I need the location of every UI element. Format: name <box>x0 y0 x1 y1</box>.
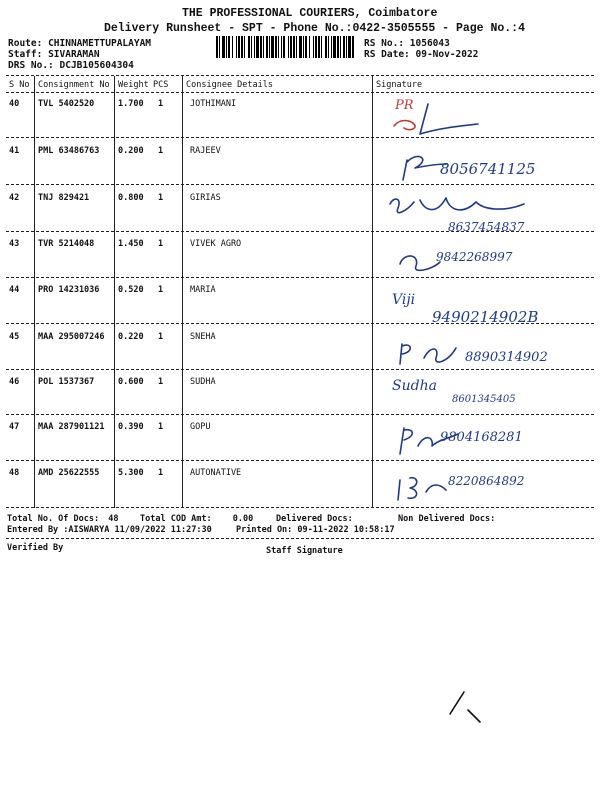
handwritten-phone: 8637454837 <box>448 220 525 234</box>
drs-value: DCJB105604304 <box>59 60 134 71</box>
table-top-rule <box>6 75 594 76</box>
row-consignee: GOPU <box>190 422 211 432</box>
rs-date-line <box>364 49 478 60</box>
row-weight: 0.200 <box>118 146 144 156</box>
total-docs-label: Total No. Of Docs: <box>7 514 100 524</box>
header-rule <box>6 92 594 93</box>
row-sno: 48 <box>9 468 20 478</box>
row-consignee: MARIA <box>190 285 216 295</box>
row-pcs: 1 <box>158 146 164 156</box>
col-header-weight: Weight <box>118 80 149 90</box>
row-sno: 41 <box>9 146 20 156</box>
row-weight: 0.600 <box>118 377 144 387</box>
row-consignee: JOTHIMANI <box>190 99 237 109</box>
printed-on: Printed On: 09-11-2022 10:58:17 <box>236 525 395 535</box>
col-header-sno: S No <box>9 80 30 90</box>
row-weight: 0.800 <box>118 193 144 203</box>
total-cod-label: Total COD Amt: <box>140 514 212 524</box>
row-consignment: AMD 25622555 <box>38 468 100 478</box>
row-consignee: VIVEK AGRO <box>190 239 242 249</box>
staff-label: Staff: <box>8 49 43 60</box>
row-pcs: 1 <box>158 193 164 203</box>
total-docs-value: 48 <box>108 514 119 524</box>
row-consignment: TVL 5402520 <box>38 99 95 109</box>
row-sno: 45 <box>9 332 20 342</box>
row-consignee: GIRIAS <box>190 193 221 203</box>
route-value: CHINNAMETTUPALAYAM <box>48 38 152 49</box>
total-docs <box>7 514 119 524</box>
barcode <box>216 36 356 58</box>
row-pcs: 1 <box>158 468 164 478</box>
col-header-consignment: Consignment No <box>38 80 110 90</box>
row-consignment: TVR 5214048 <box>38 239 95 249</box>
col-divider <box>372 76 373 508</box>
row-consignee: RAJEEV <box>190 146 221 156</box>
pen-mark <box>446 688 486 728</box>
footer-rule <box>6 538 594 539</box>
table-bottom-rule <box>6 507 594 508</box>
drs-label: DRS No.: <box>8 60 54 71</box>
row-pcs: 1 <box>158 332 164 342</box>
rs-no-value: 1056043 <box>409 38 450 49</box>
row-weight: 0.520 <box>118 285 144 295</box>
row-rule <box>6 414 594 415</box>
col-divider <box>182 76 183 508</box>
row-pcs: 1 <box>158 239 164 249</box>
signature-scribble <box>396 340 466 370</box>
row-sno: 43 <box>9 239 20 249</box>
route-label: Route: <box>8 38 43 49</box>
rs-date-value: 09-Nov-2022 <box>415 49 479 60</box>
drs-line <box>8 60 134 71</box>
row-sno: 47 <box>9 422 20 432</box>
non-delivered-docs-label: Non Delivered Docs: <box>398 514 496 524</box>
row-consignee: AUTONATIVE <box>190 468 242 478</box>
row-sno: 40 <box>9 99 20 109</box>
col-divider <box>34 76 35 508</box>
handwritten-phone: 8220864892 <box>448 474 525 488</box>
col-header-pcs: PCS <box>153 80 169 90</box>
verified-by: Verified By <box>7 543 64 553</box>
handwritten-phone: 8890314902 <box>465 350 548 365</box>
signature-scribble <box>380 98 500 138</box>
row-sno: 44 <box>9 285 20 295</box>
signature-scribble <box>394 472 454 506</box>
row-weight: 1.700 <box>118 99 144 109</box>
handwritten-name: Viji <box>392 292 416 308</box>
row-pcs: 1 <box>158 422 164 432</box>
row-consignment: MAA 287901121 <box>38 422 105 432</box>
handwritten-phone: 8601345405 <box>452 394 516 405</box>
row-pcs: 1 <box>158 377 164 387</box>
row-consignee: SUDHA <box>190 377 216 387</box>
rs-date-label: RS Date: <box>364 49 410 60</box>
delivered-docs-label: Delivered Docs: <box>276 514 353 524</box>
row-consignment: MAA 295007246 <box>38 332 105 342</box>
rs-no-label: RS No.: <box>364 38 405 49</box>
row-rule <box>6 184 594 185</box>
col-header-signature: Signature <box>376 80 423 90</box>
row-rule <box>6 277 594 278</box>
handwritten-phone: 9804168281 <box>440 430 523 445</box>
row-consignment: TNJ 829421 <box>38 193 90 203</box>
handwritten-phone: 9490214902B <box>432 308 539 326</box>
row-consignment: PML 63486763 <box>38 146 100 156</box>
row-consignee: SNEHA <box>190 332 216 342</box>
staff-signature-label: Staff Signature <box>266 546 343 556</box>
handwritten-name: Sudha <box>392 378 437 394</box>
staff-value: SIVARAMAN <box>48 49 100 60</box>
route-line <box>8 38 151 49</box>
total-cod-value: 0.00 <box>232 514 254 524</box>
row-rule <box>6 137 594 138</box>
handwritten-phone: 8056741125 <box>440 160 536 178</box>
row-rule <box>6 460 594 461</box>
row-sno: 46 <box>9 377 20 387</box>
row-consignment: PRO 14231036 <box>38 285 100 295</box>
row-weight: 0.220 <box>118 332 144 342</box>
runsheet-title: Delivery Runsheet - SPT - Phone No.:0422-3505555 - Page No.:4 <box>104 22 525 35</box>
total-cod <box>140 514 253 524</box>
row-weight: 5.300 <box>118 468 144 478</box>
row-weight: 1.450 <box>118 239 144 249</box>
staff-line <box>8 49 100 60</box>
row-pcs: 1 <box>158 285 164 295</box>
row-weight: 0.390 <box>118 422 144 432</box>
row-sno: 42 <box>9 193 20 203</box>
col-divider <box>114 76 115 508</box>
company-name: THE PROFESSIONAL COURIERS, Coimbatore <box>182 7 438 20</box>
row-rule <box>6 369 594 370</box>
col-header-consignee: Consignee Details <box>186 80 273 90</box>
row-pcs: 1 <box>158 99 164 109</box>
handwritten-phone: 9842268997 <box>436 250 513 264</box>
rs-no-line <box>364 38 450 49</box>
row-consignment: POL 1537367 <box>38 377 95 387</box>
entered-by: Entered By :AISWARYA 11/09/2022 11:27:30 <box>7 525 212 535</box>
stamp-mark: PR <box>395 98 414 113</box>
